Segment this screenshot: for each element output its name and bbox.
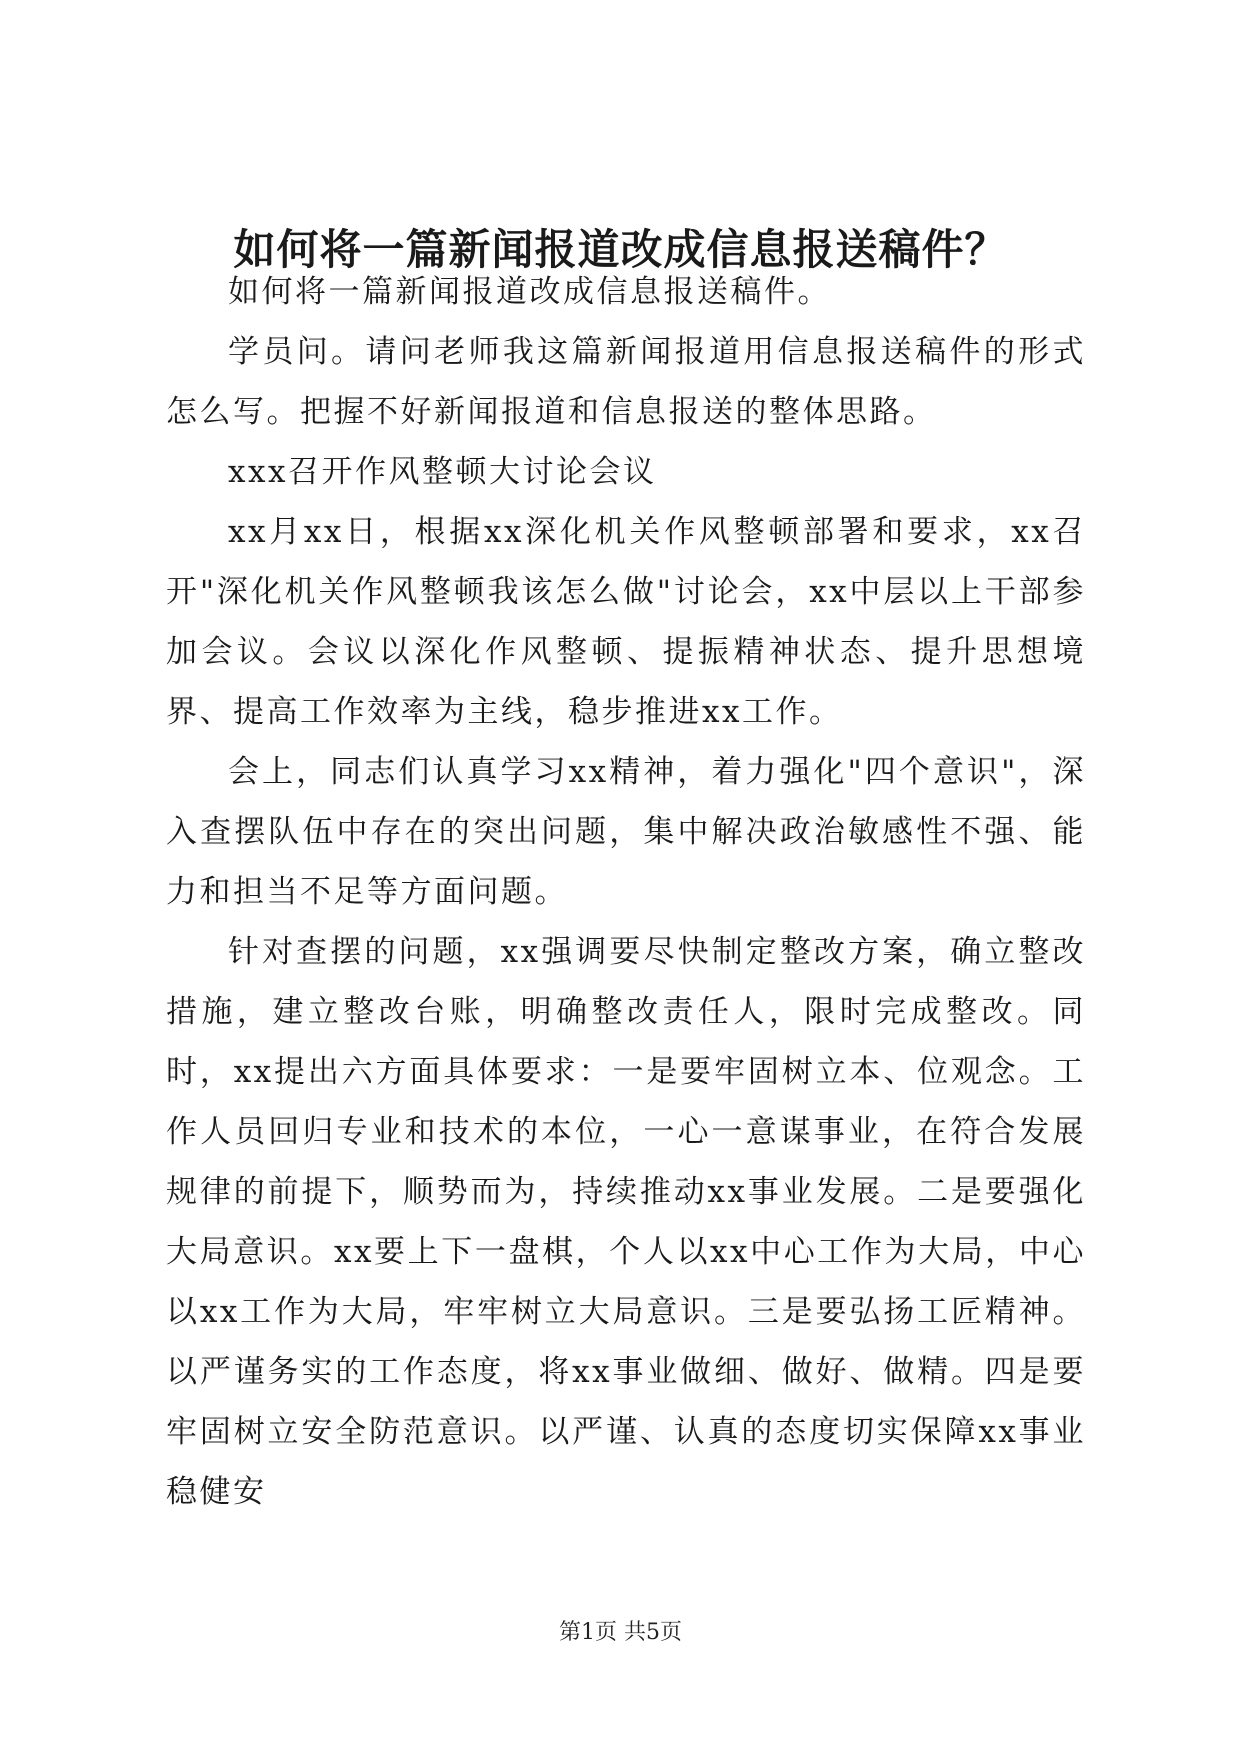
paragraph-study: 会上，同志们认真学习xx精神，着力强化"四个意识"，深入查摆队伍中存在的突出问题，集中解决政治敏感性不强、能力和担当不足等方面问题。 <box>166 754 1086 910</box>
paragraph-question: 学员问。请问老师我这篇新闻报道用信息报送稿件的形式怎么写。把握不好新闻报道和信息报送的整体思路。 <box>166 334 1086 430</box>
document-title: 如何将一篇新闻报道改成信息报送稿件？ <box>233 225 1008 274</box>
paragraph-headline: xxx召开作风整顿大讨论会议 <box>228 454 657 490</box>
document-body <box>166 262 1086 1522</box>
paragraph-meeting: xx月xx日，根据xx深化机关作风整顿部署和要求，xx召开"深化机关作风整顿我该怎么做"讨论会，xx中层以上干部参加会议。会议以深化作风整顿、提振精神状态、提升思想境界、提高工作效率为主线，稳步推进xx工作。 <box>166 514 1086 730</box>
paragraph-requirements: 针对查摆的问题，xx强调要尽快制定整改方案，确立整改措施，建立整改台账，明确整改责任人，限时完成整改。同时，xx提出六方面具体要求：一是要牢固树立本、位观念。工作人员回归专业和技术的本位，一心一意谋事业，在符合发展规律的前提下，顺势而为，持续推动xx事业发展。二是要强化大局意识。xx要上下一盘棋，个人以xx中心工作为大局，中心以xx工作为大局，牢牢树立大局意识。三是要弘扬工匠精神。以严谨务实的工作态度，将xx事业做细、做好、做精。四是要牢固树立安全防范意识。以严谨、认真的态度切实保障xx事业稳健安 <box>166 934 1086 1510</box>
page-number: 第1页 共5页 <box>559 1620 682 1645</box>
paragraph-intro: 如何将一篇新闻报道改成信息报送稿件。 <box>228 274 831 310</box>
